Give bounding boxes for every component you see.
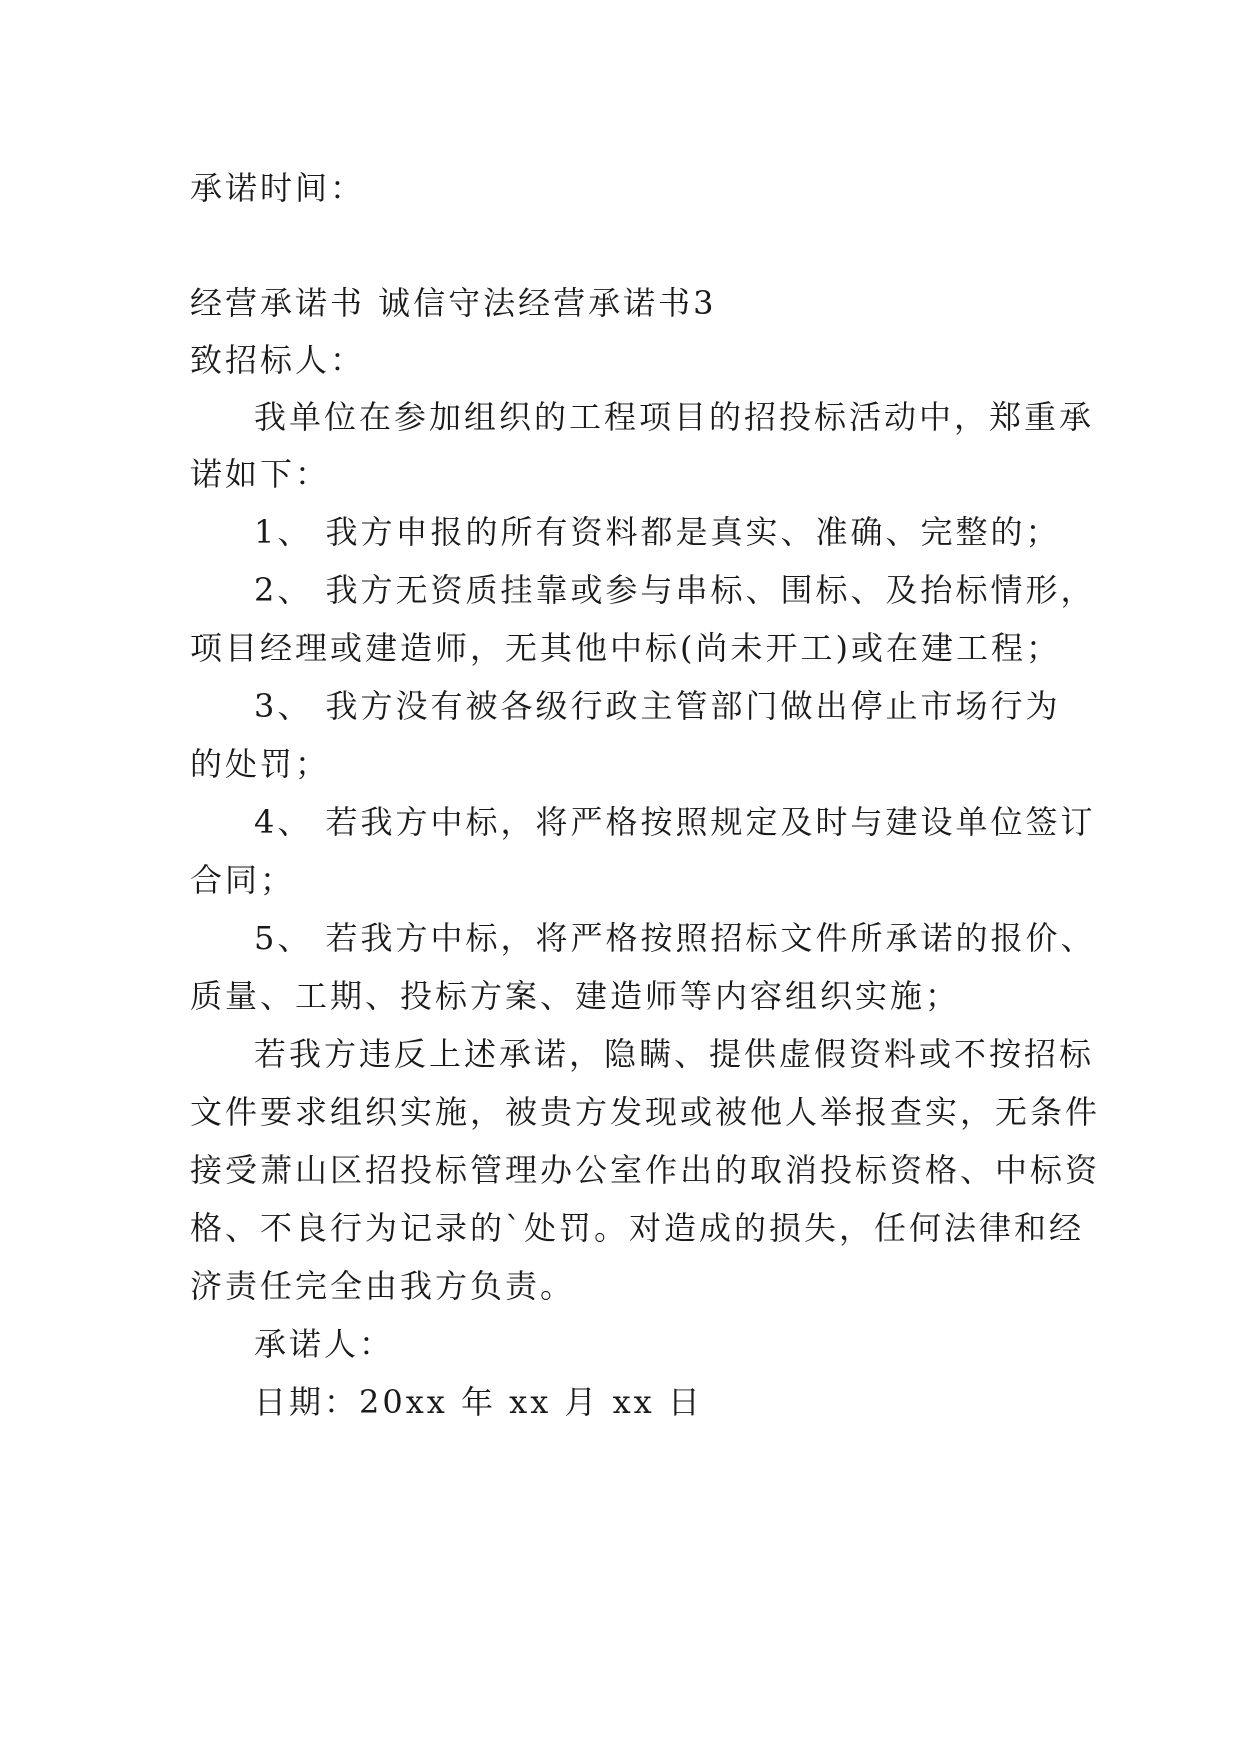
- item-1-line-1: 1、 我方申报的所有资料都是真实、准确、完整的；: [254, 513, 1061, 551]
- item-4-line-1: 4、 若我方中标，将严格按照规定及时与建设单位签订: [254, 803, 1096, 841]
- penalty-line-4: 格、不良行为记录的`处罚。对造成的损失，任何法律和经: [190, 1209, 1085, 1247]
- penalty-line-1: 若我方违反上述承诺，隐瞒、提供虚假资料或不按招标: [254, 1035, 1095, 1073]
- item-2-line-2: 项目经理或建造师，无其他中标(尚未开工)或在建工程；: [190, 629, 1061, 667]
- commit-time-label: 承诺时间：: [190, 169, 366, 207]
- intro-line-1: 我单位在参加组织的工程项目的招投标活动中，郑重承: [254, 398, 1095, 436]
- item-5-line-2: 质量、工期、投标方案、建造师等内容组织实施；: [190, 977, 961, 1015]
- item-5-line-1: 5、 若我方中标，将严格按照招标文件所承诺的报价、: [254, 919, 1096, 957]
- item-3-line-1: 3、 我方没有被各级行政主管部门做出停止市场行为: [254, 687, 1061, 725]
- intro-line-2: 诺如下：: [190, 455, 331, 493]
- penalty-line-3: 接受萧山区招投标管理办公室作出的取消投标资格、中标资: [190, 1151, 1101, 1189]
- document-title: 经营承诺书 诚信守法经营承诺书3: [190, 284, 717, 322]
- penalty-line-5: 济责任完全由我方负责。: [190, 1267, 576, 1305]
- addressee: 致招标人：: [190, 341, 366, 379]
- penalty-line-2: 文件要求组织实施，被贵方发现或被他人举报查实，无条件: [190, 1093, 1101, 1131]
- item-3-line-2: 的处罚；: [190, 745, 331, 783]
- item-4-line-2: 合同；: [190, 861, 296, 899]
- item-2-line-1: 2、 我方无资质挂靠或参与串标、围标、及抬标情形，: [254, 571, 1096, 609]
- date-line: 日期：20xx 年 xx 月 xx 日: [254, 1383, 703, 1421]
- signer-label: 承诺人：: [254, 1325, 395, 1363]
